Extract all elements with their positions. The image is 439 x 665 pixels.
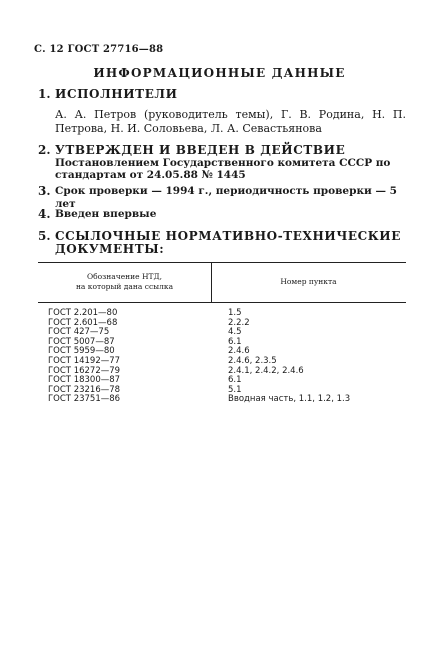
section-4 (38, 208, 406, 221)
item-cell: 2.4.6, 2.3.5 (228, 355, 277, 366)
item-cell: 2.4.6 (228, 346, 250, 357)
item-cell: 4.5 (228, 327, 242, 338)
document-cell: ГОСТ 16272—79 (48, 365, 121, 376)
column-header-line: на который дана ссылка (75, 282, 174, 291)
section-body: Постановлением Государственного комитета СССР по стандартам от 24.05.88 (55, 157, 391, 181)
item-cell: 6.1 (228, 336, 242, 347)
document-cell: ГОСТ 2.201—80 (48, 308, 118, 318)
section-body: А. А. Петров (руководитель темы), Г. В. Родина, Н. П. Петрова, Н. И. Соловьева, Л. А. Севастьянова (55, 108, 406, 135)
table-top-rule (38, 262, 406, 263)
document-cell: ГОСТ 23751—86 (48, 394, 121, 405)
section-heading: ССЫЛОЧНЫЕ НОРМАТИВНО-ТЕХНИЧЕСКИЕ ДОКУМЕНТЫ: (55, 229, 401, 256)
item-cell: Вводная часть, 1.1, 1.2, 1.3 (228, 394, 351, 405)
section-heading: ИСПОЛНИТЕЛИ (55, 87, 178, 101)
section-body: Срок проверки — 1994 г., периодичность проверки — 5 лет (55, 185, 397, 210)
table-body (48, 309, 406, 405)
section-body: Введен впервые (55, 208, 157, 220)
table-header-rule (38, 302, 406, 303)
page-header: С. 12 ГОСТ 27716—88 (34, 44, 164, 55)
document-cell: ГОСТ 5959—80 (48, 346, 115, 357)
table-row (48, 395, 406, 405)
item-cell: 2.2.2 (228, 317, 250, 328)
section-number: 1. (38, 87, 51, 101)
section-number: 5. (38, 229, 51, 243)
section-number: 3. (38, 184, 51, 198)
section-number: 4. (38, 207, 51, 221)
item-cell: 5.1 (228, 384, 242, 395)
column-header-document (38, 272, 211, 292)
section-1 (38, 88, 406, 136)
document-cell: ГОСТ 18300—87 (48, 375, 121, 386)
document-cell: ГОСТ 23216—78 (48, 384, 121, 395)
item-cell: 6.1 (228, 375, 242, 386)
section-number: 2. (38, 143, 51, 157)
section-5 (38, 230, 406, 256)
column-header-line: Обозначение НТД, (87, 272, 162, 281)
document-cell: ГОСТ 2.601—68 (48, 317, 118, 328)
decree-number: № 1445 (201, 169, 246, 181)
document-cell: ГОСТ 5007—87 (48, 336, 115, 347)
item-cell: 1.5 (228, 308, 242, 318)
document-cell: ГОСТ 14192—77 (48, 355, 121, 366)
item-cell: 2.4.1, 2.4.2, 2.4.6 (228, 365, 304, 376)
page-title: ИНФОРМАЦИОННЫЕ ДАННЫЕ (93, 66, 346, 80)
document-cell: ГОСТ 427—75 (48, 327, 110, 338)
section-2 (38, 144, 406, 181)
column-header-item: Номер пункта (280, 277, 337, 286)
section-heading: УТВЕРЖДЕН И ВВЕДЕН В ДЕЙСТВИЕ (55, 143, 346, 157)
